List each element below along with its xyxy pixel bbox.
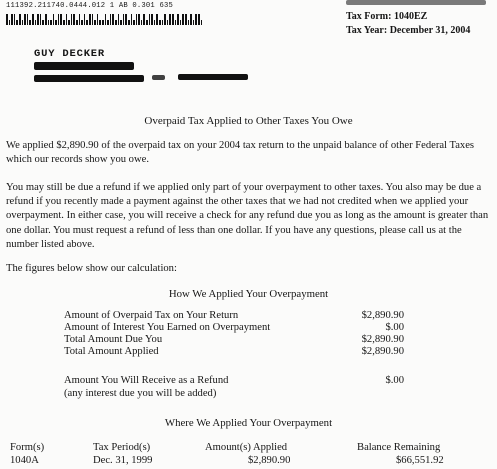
barcode-bar <box>16 20 18 25</box>
barcode-bar <box>133 20 135 25</box>
refund-label: Amount You Will Receive as a Refund <box>64 375 229 386</box>
postal-barcode <box>6 13 234 25</box>
barcode-bar <box>193 20 195 25</box>
calculation-heading: How We Applied Your Overpayment <box>168 288 329 300</box>
barcode-bar <box>53 14 55 25</box>
cell-amount-applied: $2,890.90 <box>248 455 291 466</box>
barcode-bar <box>86 20 88 25</box>
calc-row-refund-note <box>64 388 404 401</box>
barcode-bar <box>50 20 52 25</box>
barcode-bar <box>27 14 29 25</box>
redacted-address-line-3 <box>178 74 248 80</box>
barcode-bar <box>105 14 107 25</box>
barcode-bar <box>76 20 78 25</box>
barcode-bar <box>180 20 182 25</box>
barcode-bar <box>35 20 37 25</box>
barcode-bar <box>63 20 65 25</box>
barcode-bar <box>185 14 187 25</box>
refund-value: $.00 <box>385 375 404 386</box>
barcode-bar <box>9 20 11 25</box>
calc-label: Amount of Overpaid Tax on Your Return <box>64 310 239 321</box>
barcode-bar <box>195 14 197 25</box>
barcode-bar <box>143 14 145 25</box>
barcode-bar <box>141 20 143 25</box>
barcode-bar <box>125 14 127 25</box>
barcode-bar <box>115 20 117 25</box>
barcode-bar <box>167 20 169 25</box>
tax-form-label: Tax Form: 1040EZ <box>346 11 428 22</box>
barcode-bar <box>40 14 42 25</box>
calc-value: $2,890.90 <box>361 346 404 357</box>
barcode-bar <box>60 14 62 25</box>
barcode-bar <box>68 20 70 25</box>
tax-year-label: Tax Year: December 31, 2004 <box>346 25 471 36</box>
redacted-name-line <box>34 62 134 70</box>
paragraph-applied: We applied $2,890.90 of the overpaid tax on your 2004 tax return to the unpaid balance of other Federal Taxes which our records show you owe. <box>6 140 475 166</box>
barcode-bar <box>81 20 83 25</box>
cell-balance-remaining: $66,551.92 <box>396 455 444 466</box>
redacted-address-line-2 <box>152 75 165 80</box>
barcode-bar <box>42 20 44 25</box>
barcode-bar <box>118 14 120 25</box>
barcode-bar <box>112 14 114 25</box>
barcode-bar <box>58 14 60 25</box>
barcode-bar <box>131 14 133 25</box>
addressee-name: GUY DECKER <box>34 48 106 60</box>
barcode-bar <box>94 20 96 25</box>
barcode-bar <box>188 20 190 25</box>
applied-heading: Where We Applied Your Overpayment <box>164 417 333 429</box>
col-header-tax-periods: Tax Period(s) <box>93 442 151 453</box>
cell-form: 1040A <box>10 455 39 466</box>
tracking-number: 111392.211740.0444.012 1 AB 0.301 635 <box>6 2 173 10</box>
barcode-bar <box>92 14 94 25</box>
barcode-bar <box>128 20 130 25</box>
calc-value: $.00 <box>385 322 404 333</box>
barcode-bar <box>84 14 86 25</box>
barcode-bar <box>6 14 8 25</box>
barcode-bar <box>32 14 34 25</box>
barcode-bar <box>22 20 24 25</box>
barcode-bar <box>73 14 75 25</box>
calc-value: $2,890.90 <box>361 310 404 321</box>
barcode-bar <box>37 14 39 25</box>
calc-row-refund <box>64 375 404 388</box>
calc-row-total-applied <box>64 346 404 359</box>
barcode-bar <box>136 14 138 25</box>
barcode-bar <box>89 14 91 25</box>
barcode-bar <box>55 20 57 25</box>
barcode-bar <box>29 20 31 25</box>
barcode-bar <box>154 20 156 25</box>
barcode-bar <box>159 20 161 25</box>
barcode-bar <box>190 14 192 25</box>
barcode-bar <box>123 14 125 25</box>
barcode-bar <box>149 14 151 25</box>
barcode-bar <box>177 14 179 25</box>
calc-label: Total Amount Applied <box>64 346 159 357</box>
calc-label: Total Amount Due You <box>64 334 163 345</box>
col-header-amounts-applied: Amount(s) Applied <box>205 442 288 453</box>
barcode-bar <box>107 20 109 25</box>
cell-tax-period: Dec. 31, 1999 <box>93 455 153 466</box>
barcode-bar <box>11 14 13 25</box>
barcode-bar <box>169 14 171 25</box>
barcode-bar <box>175 20 177 25</box>
barcode-bar <box>71 14 73 25</box>
barcode-bar <box>164 14 166 25</box>
barcode-bar <box>19 14 21 25</box>
barcode-bar <box>110 14 112 25</box>
letter-title: Overpaid Tax Applied to Other Taxes You Owe <box>144 115 353 127</box>
barcode-bar <box>151 14 153 25</box>
redacted-header-text <box>346 0 486 5</box>
barcode-bar <box>182 14 184 25</box>
calc-label: Amount of Interest You Earned on Overpayment <box>64 322 271 333</box>
col-header-forms: Form(s) <box>10 442 45 453</box>
refund-note: (any interest due you will be added) <box>64 388 217 399</box>
barcode-bar <box>102 20 104 25</box>
barcode-bar <box>172 14 174 25</box>
barcode-bar <box>24 14 26 25</box>
barcode-bar <box>146 20 148 25</box>
barcode-bar <box>14 14 16 25</box>
paragraph-figures-intro: The figures below show our calculation: <box>6 263 177 274</box>
barcode-bar <box>198 14 200 25</box>
paragraph-refund-info: You may still be due a refund if we applied only part of your overpayment to other taxes. You also may be due a refund if you recently made a payment against the other taxes that we had not credited when we applied your overpayment. In either case, you will receive a check for any refund due you as long as the amount is greater than one dollar. You must request a refund of less than one dollar. If you have any questions, please call us at the number listed above. <box>6 182 489 250</box>
barcode-bar <box>45 14 47 25</box>
calc-value: $2,890.90 <box>361 334 404 345</box>
col-header-balance-remaining: Balance Remaining <box>357 442 441 453</box>
barcode-bar <box>66 14 68 25</box>
barcode-bar <box>120 20 122 25</box>
redacted-address-line-1 <box>34 75 144 82</box>
barcode-bar <box>48 20 50 25</box>
barcode-bar <box>97 14 99 25</box>
barcode-bar <box>156 14 158 25</box>
barcode-bar <box>99 20 101 25</box>
barcode-bar <box>201 20 203 25</box>
barcode-bar <box>138 14 140 25</box>
barcode-bar <box>79 14 81 25</box>
barcode-bar <box>162 20 164 25</box>
